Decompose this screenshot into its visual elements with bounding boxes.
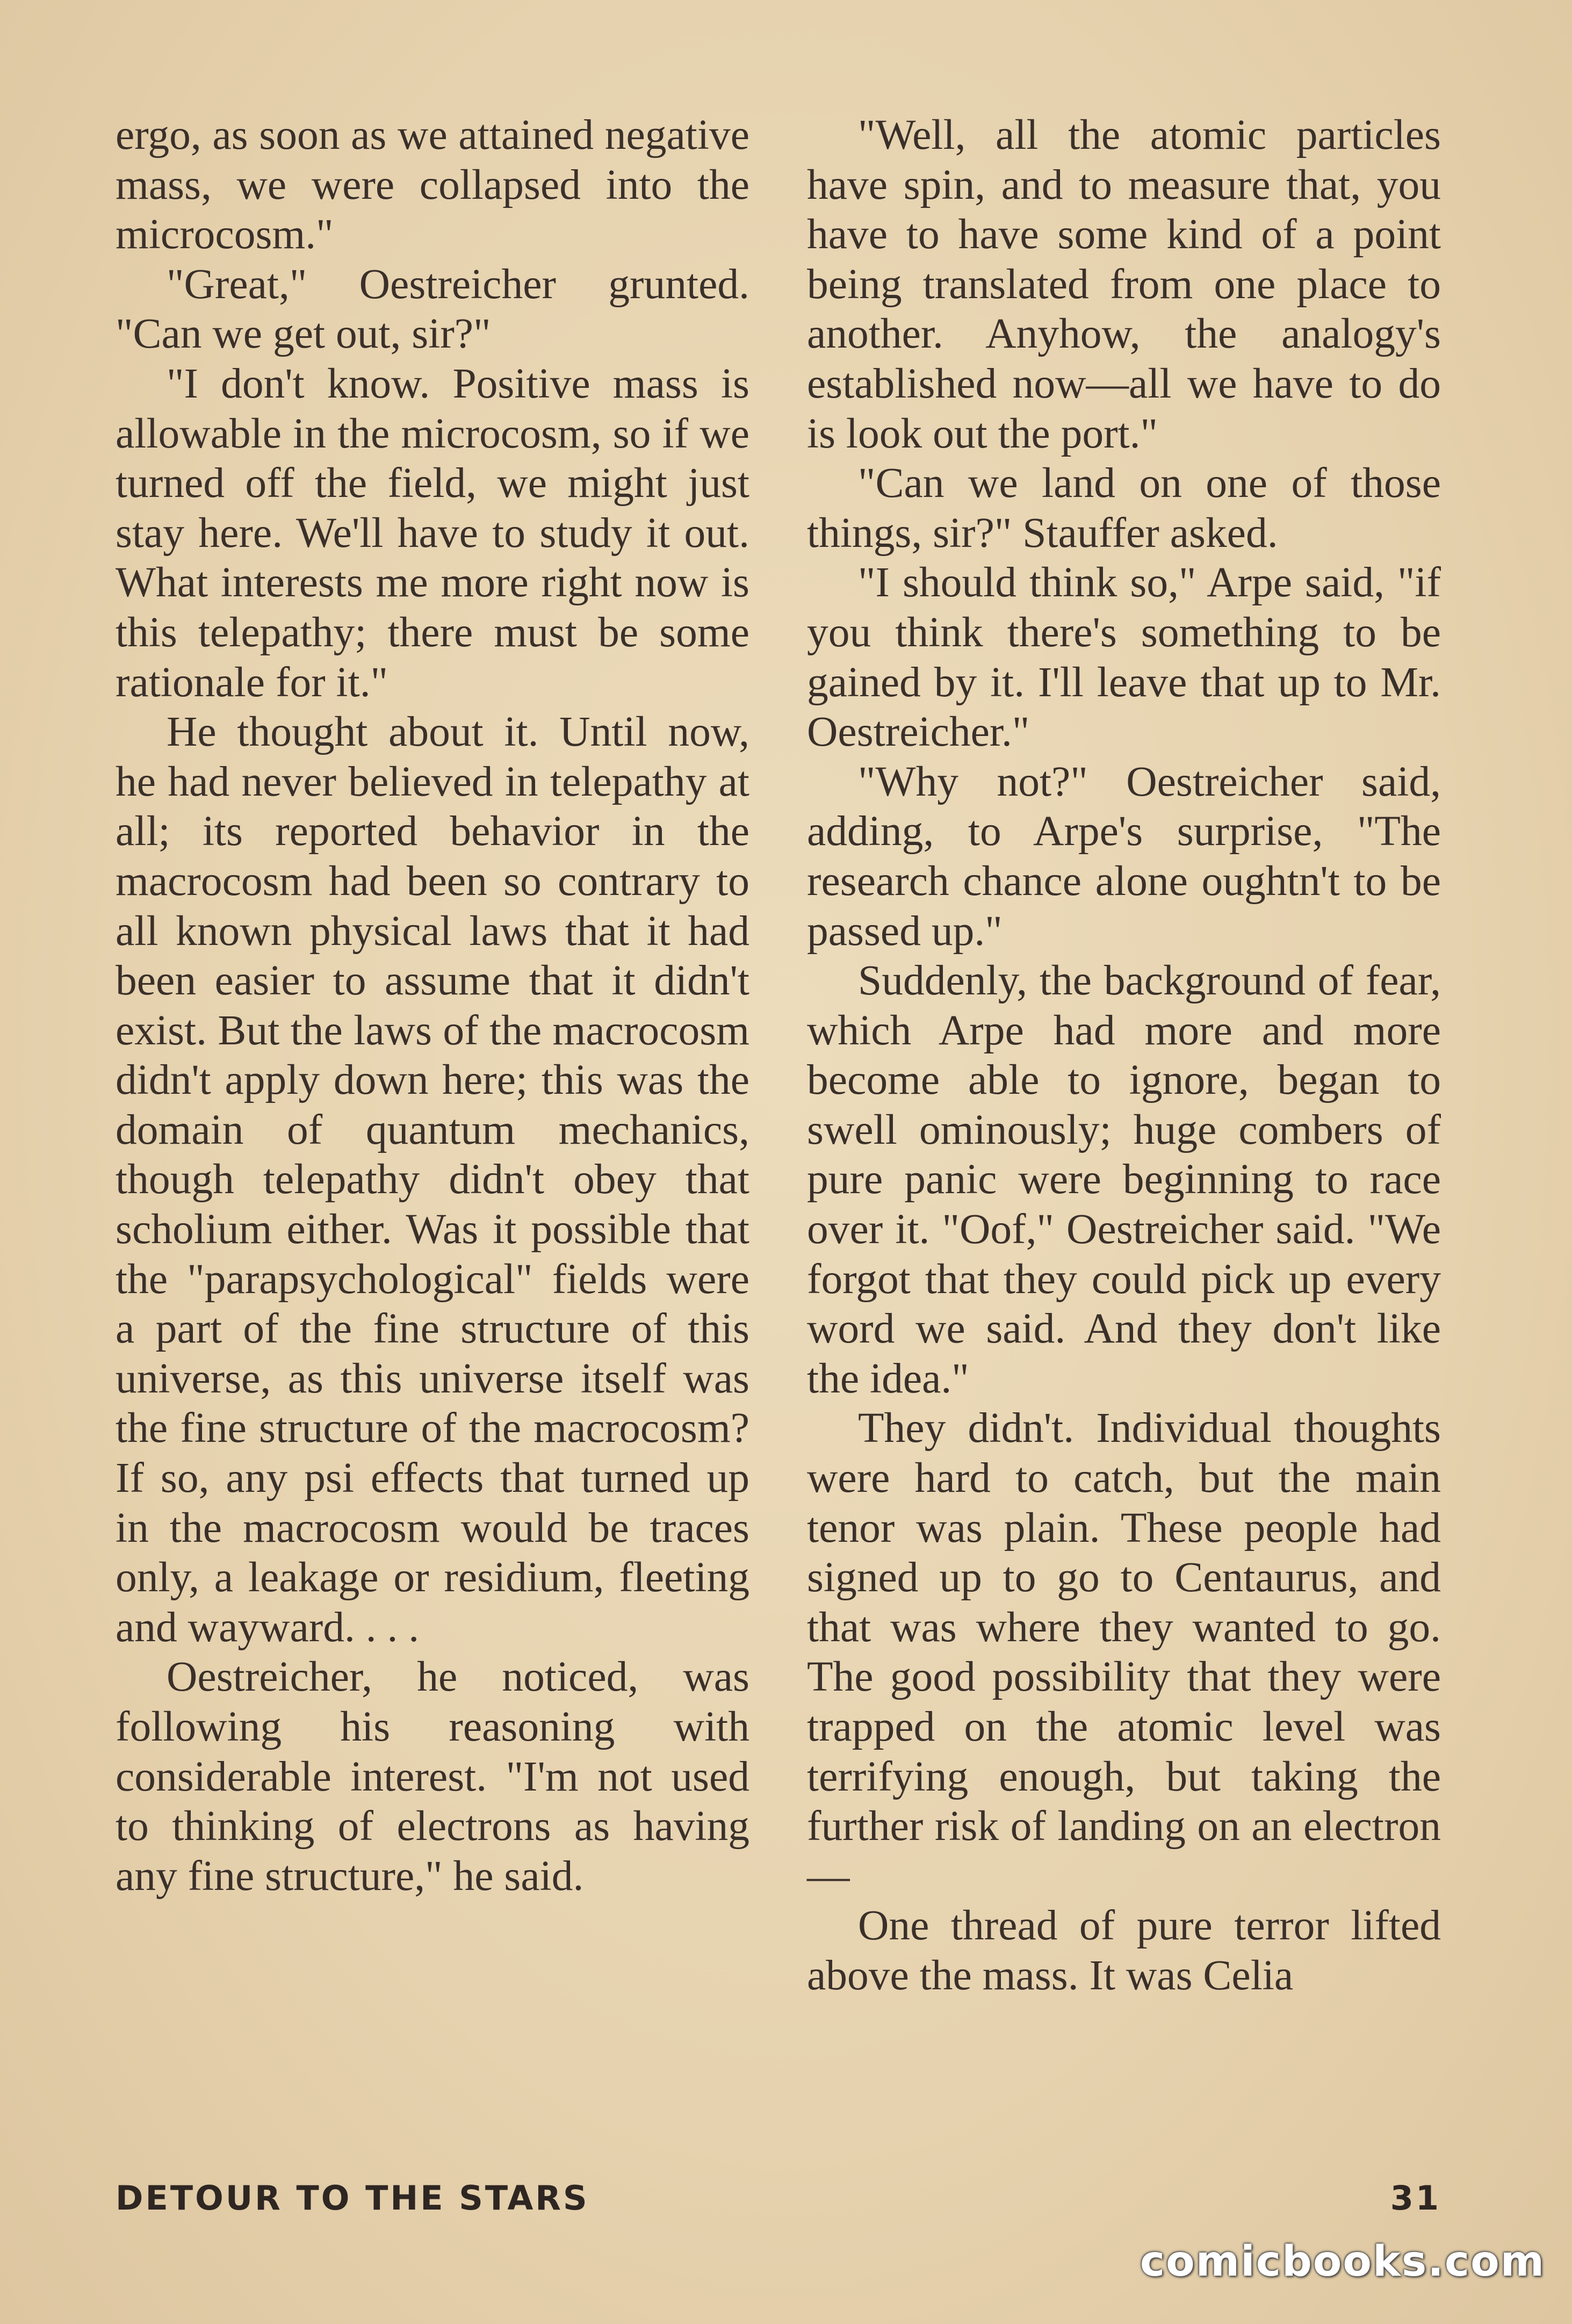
paragraph: "Well, all the atomic particles have spin, and to measure that, you have to have some kind of a point being translated from one place to another. Anyhow, the analogy's established now—all we have to do is look out the port." [807,111,1441,457]
page-number: 31 [1390,2178,1441,2218]
paragraph: "Great," Oestreicher grunted. "Can we get out, sir?" [116,260,749,358]
paragraph: They didn't. Individual thoughts were hard to catch, but the main tenor was plain. These people had signed up to go to Centaurus, and that was where they wanted to go. The good possibility that they were trapped on the atomic level was terrifying enough, but taking the further risk of landing on an electron— [807,1404,1441,1900]
paragraph: Oestreicher, he noticed, was following his reasoning with considerable interest. "I'm not used to thinking of electrons as having any fine structure," he said. [116,1653,749,1900]
left-text-column [116,110,749,1901]
paragraph: "Can we land on one of those things, sir?" Stauffer asked. [807,459,1441,557]
right-text-column [807,110,1441,2001]
paragraph: "I should think so," Arpe said, "if you think there's something to be gained by it. I'll leave that up to Mr. Oestreicher." [807,559,1441,756]
paragraph: He thought about it. Until now, he had never believed in telepathy at all; its reported behavior in the macrocosm had been so contrary to all known physical laws that it had been easier to assume that it didn't exist. But the laws of the macrocosm didn't apply down here; this was the domain of quantum mechanics, though telepathy didn't obey that scholium either. Was it possible that the "parapsychological" fields were a part of the fine structure of this universe, as this universe itself was the fine structure of the macrocosm? If so, any psi effects that turned up in the macrocosm would be traces only, a leakage or residium, fleeting and wayward. . . . [116,708,749,1651]
watermark: comicbooks.com [1140,2238,1545,2286]
paragraph: "I don't know. Positive mass is allowable in the microcosm, so if we turned off the field, we might just stay here. We'll have to study it out. What interests me more right now is this telepathy; there must be some rationale for it." [116,359,749,706]
paragraph: Suddenly, the background of fear, which Arpe had more and more become able to ignore, began to swell ominously; huge combers of pure panic were beginning to race over it. "Oof," Oestreicher said. "We forgot that they could pick up every word we said. And they don't like the idea." [807,957,1441,1402]
paragraph: ergo, as soon as we attained negative mass, we were collapsed into the microcosm." [116,111,749,258]
page-footer [116,2178,1441,2221]
paragraph: One thread of pure terror lifted above the mass. It was Celia [807,1902,1441,1999]
running-title: DETOUR TO THE STARS [116,2178,589,2218]
paragraph: "Why not?" Oestreicher said, adding, to Arpe's surprise, "The research chance alone oughtn't to be passed up." [807,757,1441,955]
